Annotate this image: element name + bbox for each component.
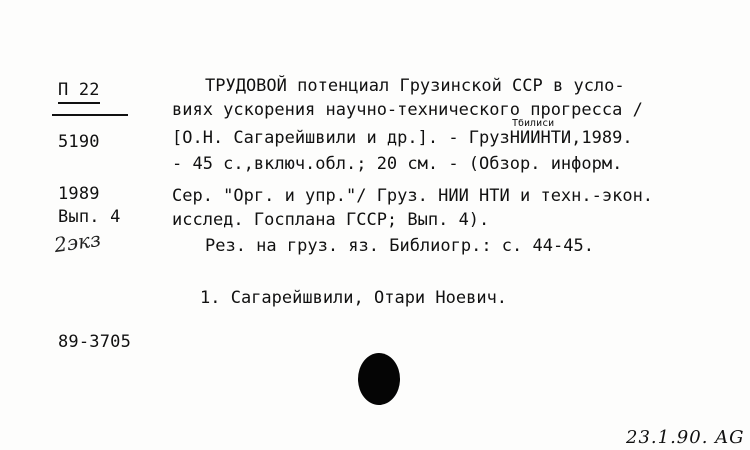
record-line-6: исслед. Госплана ГССР; Вып. 4). — [172, 210, 490, 230]
record-line-3: [О.Н. Сагарейшвили и др.]. - ГрузНИИНТИ,1989. — [172, 128, 633, 148]
handwritten-date-note: 23.1.90. AG — [626, 427, 745, 448]
shelf-mark-underline — [52, 114, 128, 116]
shelf-mark: П 22 — [58, 80, 100, 104]
record-line-2: виях ускорения научно-технического прогресса / — [172, 100, 643, 120]
publication-year: 1989 — [58, 184, 100, 204]
card-number: 5190 — [58, 132, 100, 152]
punch-hole — [358, 353, 400, 405]
accession-number: 89-3705 — [58, 332, 132, 352]
record-line-7: Рез. на груз. яз. Библиогр.: с. 44-45. — [205, 236, 594, 256]
record-line-5: Сер. "Орг. и упр."/ Груз. НИИ НТИ и техн.-экон. — [172, 186, 654, 206]
record-line-1: ТРУДОВОЙ потенциал Грузинской ССР в усло- — [205, 76, 625, 96]
issue-number: Вып. 4 — [58, 207, 121, 227]
record-line-4: - 45 с.,включ.обл.; 20 см. - (Обзор. информ. — [172, 154, 623, 174]
copies-handwritten-note: 2экз — [52, 226, 103, 258]
inserted-place-note: Тбилиси — [512, 118, 555, 129]
subject-entry: 1. Сагарейшвили, Отари Ноевич. — [200, 288, 508, 308]
